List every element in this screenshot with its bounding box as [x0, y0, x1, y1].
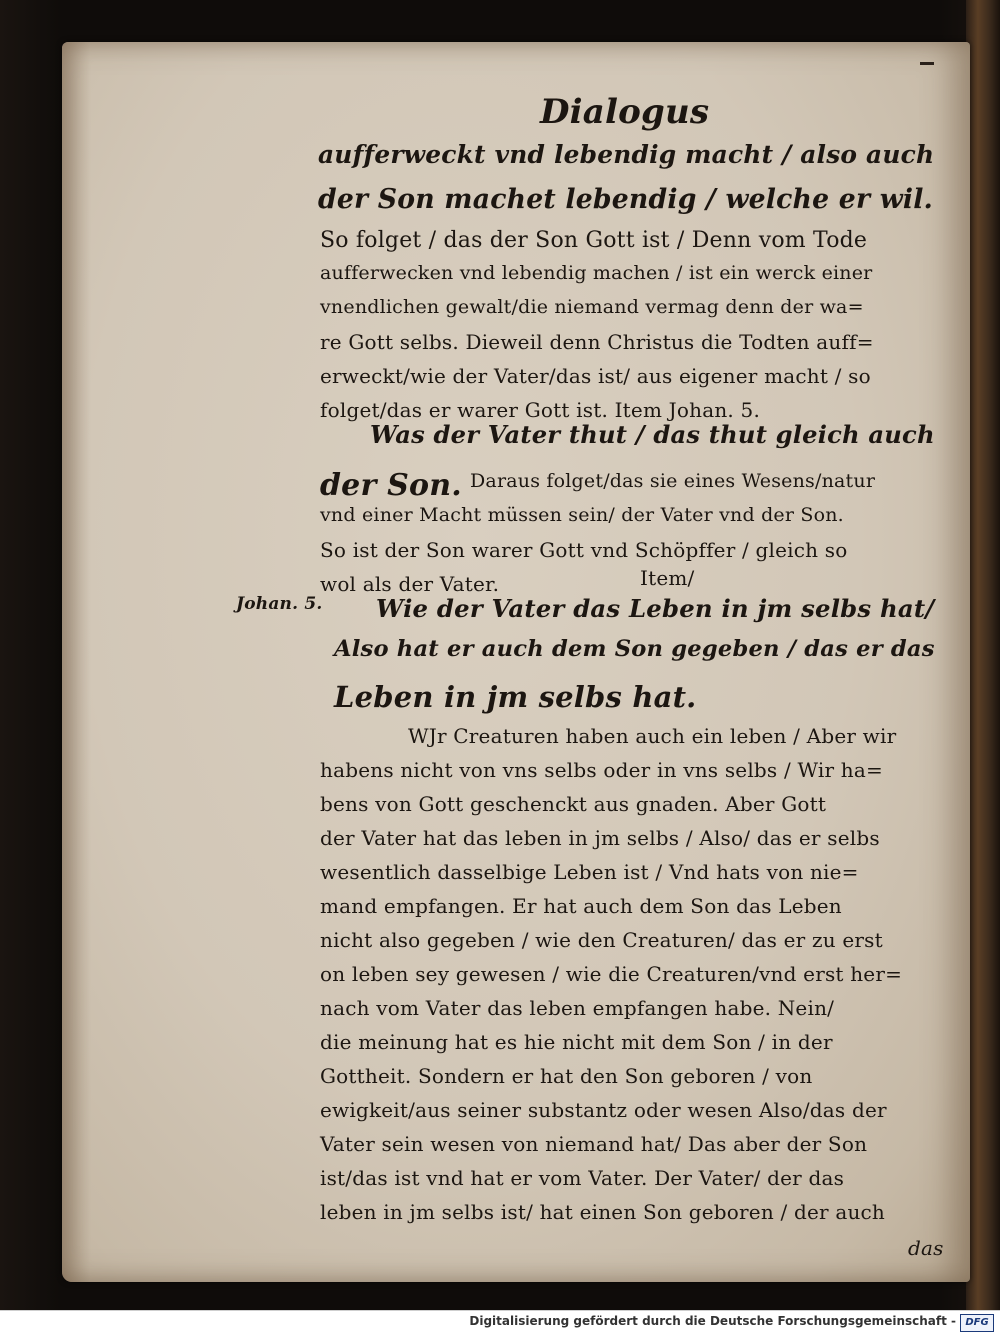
text-line: Also hat er auch dem Son gegeben / das er das: [334, 636, 935, 662]
text-line: wol als der Vater.: [320, 572, 500, 596]
text-line: bens von Gott geschenckt aus gnaden. Aber Gott: [320, 792, 827, 816]
book-spine: [966, 0, 1000, 1310]
text-line: der Vater hat das leben in jm selbs / Also/ das er selbs: [320, 826, 880, 850]
text-line: WJr Creaturen haben auch ein leben / Aber wir: [408, 724, 897, 748]
text-line: Gottheit. Sondern er hat den Son geboren / von: [320, 1064, 813, 1088]
marginal-note: Johan. 5.: [236, 594, 323, 614]
text-line: mand empfangen. Er hat auch dem Son das Leben: [320, 894, 842, 918]
text-line: der Son machet lebendig / welche er wil.: [318, 184, 934, 215]
text-line: Item/: [640, 566, 695, 590]
text-line: Leben in jm selbs hat.: [334, 680, 697, 714]
text-line: So folget / das der Son Gott ist / Denn vom Tode: [320, 228, 868, 253]
funding-footer: [0, 1310, 1000, 1333]
text-line: nicht also gegeben / wie den Creaturen/ das er zu erst: [320, 928, 883, 952]
text-line: folget/das er warer Gott ist. Item Johan. 5.: [320, 398, 761, 422]
text-line: Was der Vater thut / das thut gleich auch: [370, 420, 935, 449]
text-line: on leben sey gewesen / wie die Creaturen/vnd erst her=: [320, 962, 903, 986]
catchword: das: [908, 1236, 944, 1260]
text-line: aufferwecken vnd lebendig machen / ist ein werck einer: [320, 262, 873, 284]
text-line: So ist der Son warer Gott vnd Schöpffer / gleich so: [320, 538, 848, 562]
text-line: leben in jm selbs ist/ hat einen Son geboren / der auch: [320, 1200, 886, 1224]
text-line: nach vom Vater das leben empfangen habe. Nein/: [320, 996, 835, 1020]
text-line: wesentlich dasselbige Leben ist / Vnd hats von nie=: [320, 860, 859, 884]
text-line: Wie der Vater das Leben in jm selbs hat/: [376, 594, 935, 623]
text-line: vnd einer Macht müssen sein/ der Vater vnd der Son.: [320, 504, 844, 526]
text-line: erweckt/wie der Vater/das ist/ aus eigener macht / so: [320, 364, 871, 388]
text-line: aufferweckt vnd lebendig macht / also auch: [318, 140, 935, 169]
text-line: re Gott selbs. Dieweil denn Christus die Todten auff=: [320, 330, 874, 354]
page-mark: [920, 62, 934, 65]
text-line: die meinung hat es hie nicht mit dem Son / in der: [320, 1030, 833, 1054]
text-line: Vater sein wesen von niemand hat/ Das aber der Son: [320, 1132, 868, 1156]
running-header: Dialogus: [540, 92, 710, 132]
text-line: ewigkeit/aus seiner substantz oder wesen Also/das der: [320, 1098, 887, 1122]
text-line: der Son.: [320, 468, 462, 503]
text-line: habens nicht von vns selbs oder in vns selbs / Wir ha=: [320, 758, 883, 782]
dfg-logo[interactable]: DFG: [960, 1314, 994, 1332]
text-line: ist/das ist vnd hat er vom Vater. Der Vater/ der das: [320, 1166, 845, 1190]
text-line: Daraus folget/das sie eines Wesens/natur: [470, 470, 876, 492]
text-line: vnendlichen gewalt/die niemand vermag denn der wa=: [320, 296, 864, 318]
funding-text: Digitalisierung gefördert durch die Deutsche Forschungsgemeinschaft -: [469, 1314, 956, 1328]
